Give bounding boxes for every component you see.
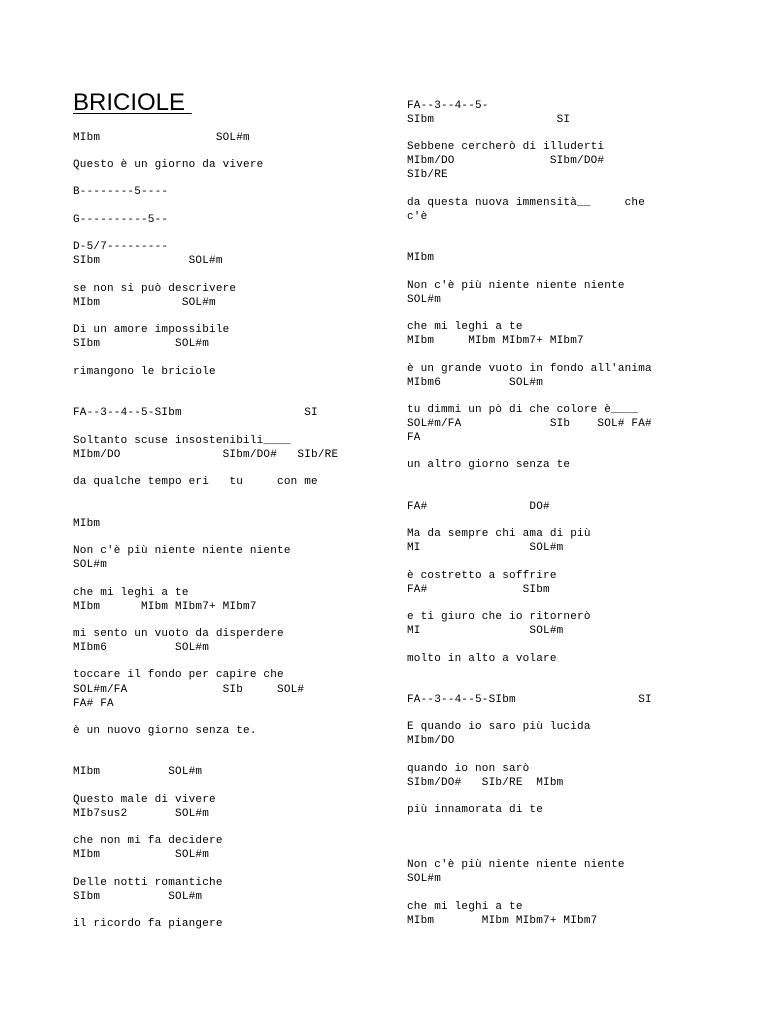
- chord-line: MI SOL#m: [407, 542, 564, 554]
- lyric-line: è costretto a soffrire: [407, 570, 557, 582]
- chord-line: SIbm SOL#m: [73, 255, 223, 267]
- chord-line: SOL#m/FA SIb SOL#: [73, 684, 305, 696]
- lyric-line: tu dimmi un pò di che colore è____: [407, 404, 639, 416]
- lyric-line: Non c'è più niente niente niente: [73, 545, 291, 557]
- lyric-line: Questo male di vivere: [73, 794, 216, 806]
- lyric-line: se non si può descrivere: [73, 283, 237, 295]
- chord-line: SIb/RE: [407, 169, 448, 181]
- tab-line: D-5/7---------: [73, 241, 169, 253]
- lyric-line: E quando io saro più lucida: [407, 721, 591, 733]
- lyric-line: rimangono le briciole: [73, 366, 216, 378]
- chord-line: MIbm6 SOL#m: [73, 642, 210, 654]
- lyric-line: che mi leghi a te: [407, 901, 523, 913]
- chord-line: SOL#m: [407, 294, 442, 306]
- chord-line: MIbm/DO SIbm/DO#: [407, 155, 605, 167]
- chord-line: MIbm6 SOL#m: [407, 377, 544, 389]
- chord-line: FA# DO#: [407, 501, 550, 513]
- tab-line: FA--3--4--5-: [407, 100, 489, 112]
- tab-line: FA--3--4--5-SIbm SI: [407, 694, 652, 706]
- chord-line: MIbm MIbm MIbm7+ MIbm7: [407, 915, 598, 927]
- chord-line: SIbm SOL#m: [73, 338, 210, 350]
- lyric-line: Ma da sempre chi ama di più: [407, 528, 591, 540]
- lyric-line: è un nuovo giorno senza te.: [73, 725, 257, 737]
- chord-line: MIbm: [407, 252, 435, 264]
- chord-line: SOL#m: [73, 559, 108, 571]
- chord-line: SIbm SI: [407, 114, 571, 126]
- lyric-line: Non c'è più niente niente niente: [407, 280, 625, 292]
- lyric-line: Di un amore impossibile: [73, 324, 230, 336]
- chord-line: MIbm/DO SIbm/DO# SIb/RE: [73, 449, 339, 461]
- chord-line: SIbm SOL#m: [73, 891, 203, 903]
- lyric-line: è un grande vuoto in fondo all'anima: [407, 363, 652, 375]
- lyric-line: mi sento un vuoto da disperdere: [73, 628, 284, 640]
- lyric-line: da questa nuova immensità__ che: [407, 197, 646, 209]
- chord-line: MIbm MIbm MIbm7+ MIbm7: [407, 335, 584, 347]
- lyric-line: che mi leghi a te: [73, 587, 189, 599]
- lyric-line: e ti giuro che io ritornerò: [407, 611, 591, 623]
- chord-line: MIb7sus2 SOL#m: [73, 808, 210, 820]
- lyric-line: il ricordo fa piangere: [73, 918, 223, 930]
- chord-line: MI SOL#m: [407, 625, 564, 637]
- lyric-line: che mi leghi a te: [407, 321, 523, 333]
- chord-line: SIbm/DO# SIb/RE MIbm: [407, 777, 564, 789]
- chord-line: MIbm SOL#m: [73, 849, 210, 861]
- tab-line: FA--3--4--5-SIbm SI: [73, 407, 318, 419]
- lyric-line: Soltanto scuse insostenibili____: [73, 435, 291, 447]
- chord-line: MIbm SOL#m: [73, 766, 203, 778]
- lyric-line: Non c'è più niente niente niente: [407, 859, 625, 871]
- chord-line: FA# FA: [73, 698, 114, 710]
- chord-line: MIbm/DO: [407, 735, 455, 747]
- lyric-line: un altro giorno senza te: [407, 459, 571, 471]
- chord-line: FA: [407, 432, 421, 444]
- lyric-line: c'è: [407, 211, 428, 223]
- tab-line: B--------5----: [73, 186, 169, 198]
- song-title: BRICIOLE: [73, 89, 192, 116]
- lyric-line: più innamorata di te: [407, 804, 544, 816]
- lyric-line: toccare il fondo per capire che: [73, 669, 284, 681]
- chord-line: SOL#m: [407, 873, 442, 885]
- lyric-line: che non mi fa decidere: [73, 835, 223, 847]
- lyric-line: Sebbene cercherò di illuderti: [407, 141, 605, 153]
- chord-line: MIbm SOL#m: [73, 297, 216, 309]
- chord-line: MIbm MIbm MIbm7+ MIbm7: [73, 601, 257, 613]
- tab-line: G----------5--: [73, 214, 169, 226]
- lyric-line: Questo è un giorno da vivere: [73, 159, 264, 171]
- lyric-line: molto in alto a volare: [407, 653, 557, 665]
- lyric-line: Delle notti romantiche: [73, 877, 223, 889]
- chord-line: MIbm SOL#m: [73, 132, 250, 144]
- chord-line: SOL#m/FA SIb SOL# FA#: [407, 418, 652, 430]
- lyric-line: da qualche tempo eri tu con me: [73, 476, 318, 488]
- chord-line: FA# SIbm: [407, 584, 550, 596]
- lyric-line: quando io non sarò: [407, 763, 530, 775]
- chord-line: MIbm: [73, 518, 101, 530]
